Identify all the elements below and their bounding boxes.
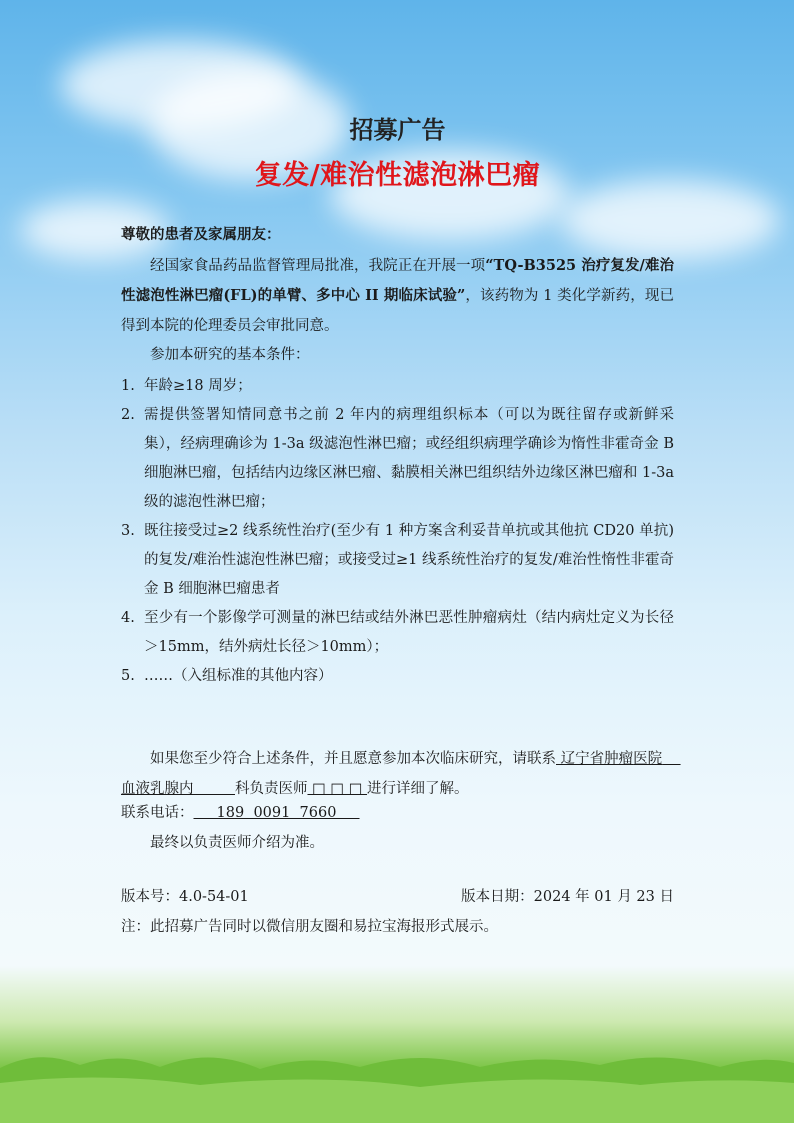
conditions-heading: 参加本研究的基本条件：: [150, 347, 310, 363]
department-name: 血液乳腺内: [121, 751, 681, 797]
intro-text: 经国家食品药品监督管理局批准，我院正在开展一项: [150, 258, 486, 274]
cloud-decoration: [560, 180, 780, 260]
list-text: 既往接受过≥2 线系统性治疗(至少有 1 种方案含利妥昔单抗或其他抗 CD20 单抗)的复发/难治性滤泡性淋巴瘤；或接受过≥1 线系统性治疗的复发/难治性惰性非霍奇金 B 细胞淋巴瘤患者: [144, 523, 674, 597]
version-number: 版本号：4.0-54-01: [121, 889, 249, 905]
conditions-list: [121, 372, 674, 691]
list-item: [121, 517, 674, 604]
footnote: 注：此招募广告同时以微信朋友圈和易拉宝海报形式展示。: [121, 919, 498, 935]
version-row: [121, 885, 674, 906]
hospital-tail: 医院: [633, 751, 663, 767]
list-number: 4.: [121, 610, 135, 626]
list-text: 需提供签署知情同意书之前 2 年内的病理组织标本（可以为既往留存或新鲜采集），经病理确诊为 1-3a 级滤泡性淋巴瘤；或经组织病理学确诊为惰性非霍奇金 B 细胞淋巴瘤，包括结内边缘区淋巴瘤、黏膜相关淋巴组织结外边缘区淋巴瘤和 1-3a 级的滤泡性淋巴瘤；: [144, 407, 674, 510]
grass-decoration: [0, 1023, 794, 1123]
trial-name: “TQ-B3525 治疗复发/难治性滤泡性淋巴瘤(FL)的单臂、多中心 II 期临床试验”: [121, 257, 674, 304]
list-item: [121, 604, 674, 662]
page-title: 招募广告: [349, 115, 446, 144]
contact-suffix: 进行详细了解。: [367, 781, 469, 797]
phone-label: 联系电话：: [121, 805, 194, 821]
list-item: [121, 372, 674, 401]
final-note: 最终以负责医师介绍为准。: [150, 835, 324, 851]
contact-prefix: 如果您至少符合上述条件，并且愿意参加本次临床研究，请联系: [150, 751, 556, 767]
list-text: 至少有一个影像学可测量的淋巴结或结外淋巴恶性肿瘤病灶（结内病灶定义为长径＞15mm，结外病灶长径＞10mm）；: [144, 610, 674, 655]
phone-line: [121, 801, 360, 822]
version-date: 版本日期：2024 年 01 月 23 日: [461, 889, 674, 905]
list-item: [121, 662, 674, 691]
page-subtitle: 复发/难治性滤泡淋巴瘤: [254, 160, 541, 191]
list-text: ……（入组标准的其他内容）: [144, 668, 333, 684]
list-number: 5.: [121, 668, 135, 684]
department-suffix: 科负责医师: [234, 781, 308, 797]
list-item: [121, 401, 674, 517]
doctor-name: □ □ □: [307, 781, 368, 797]
list-text: 年龄≥18 周岁；: [144, 378, 252, 394]
list-number: 1.: [121, 378, 135, 394]
list-number: 3.: [121, 523, 135, 539]
intro-paragraph: [121, 251, 674, 341]
hospital-name: 辽宁省肿瘤: [556, 751, 634, 767]
contact-paragraph: [121, 744, 681, 804]
list-number: 2.: [121, 407, 135, 423]
intro-text-end: ，该药物为 1 类化学新药，现已得到本院的伦理委员会审批同意。: [121, 288, 674, 334]
greeting: 尊敬的患者及家属朋友：: [121, 226, 281, 243]
phone-number: 189 0091 7660: [193, 805, 360, 821]
